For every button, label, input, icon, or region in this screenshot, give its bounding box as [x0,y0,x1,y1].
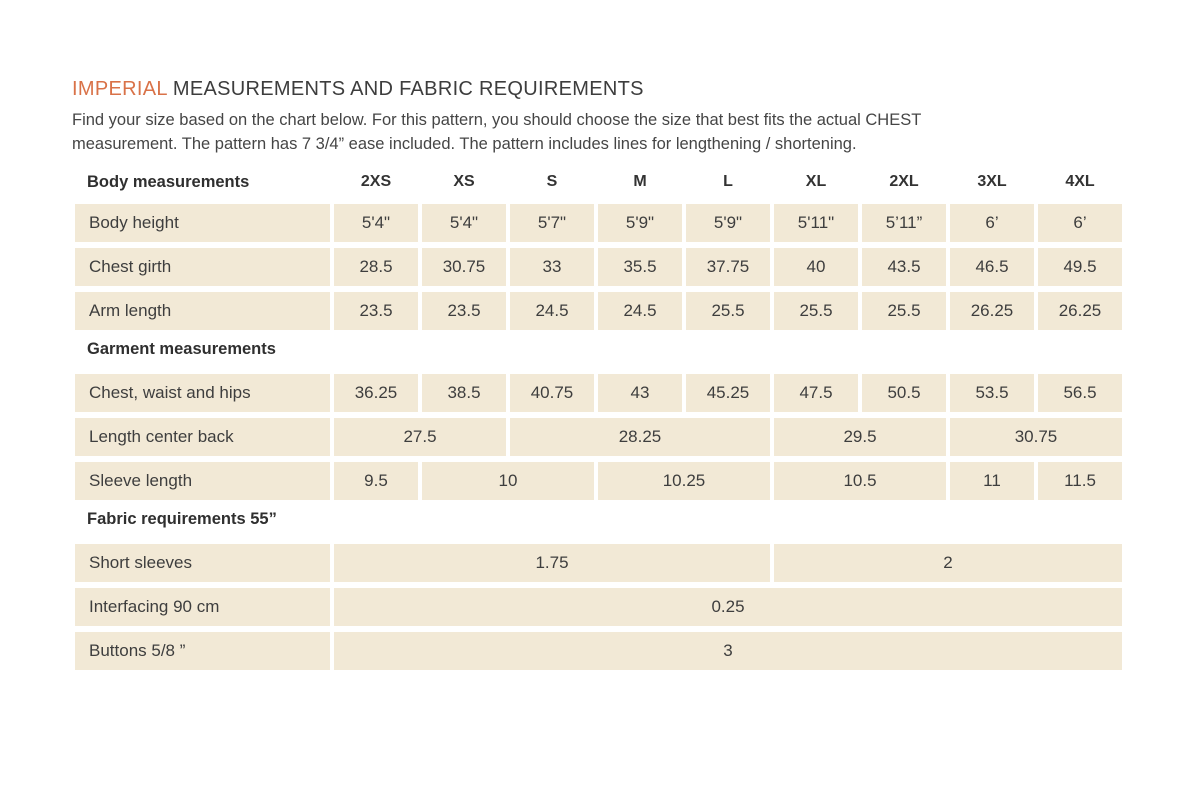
table-cell: 25.5 [774,292,858,330]
table-cell: 1.75 [334,544,770,582]
intro-line-2: measurement. The pattern has 7 3/4” ease included. The pattern includes lines for lengthening / shortening. [72,135,857,153]
table-cell: 0.25 [334,588,1122,626]
row-label: Buttons 5/8 ” [75,632,330,670]
table-row [75,632,1122,670]
table-cell: 53.5 [950,374,1034,412]
table-cell: 6’ [1038,204,1122,242]
table-cell: 10.5 [774,462,946,500]
table-cell: 25.5 [862,292,946,330]
section-heading: Garment measurements [87,340,276,358]
table-row [75,588,1122,626]
table-cell: 45.25 [686,374,770,412]
row-label: Interfacing 90 cm [75,588,330,626]
table-cell: 11 [950,462,1034,500]
column-header-2xl: 2XL [889,173,919,190]
table-cell: 2 [774,544,1122,582]
row-label: Arm length [75,292,330,330]
table-cell: 33 [510,248,594,286]
table-body [75,204,1122,670]
table-row [75,248,1122,286]
table-cell: 28.5 [334,248,418,286]
table-cell: 35.5 [598,248,682,286]
title-rest: MEASUREMENTS AND FABRIC REQUIREMENTS [172,78,644,100]
table-cell: 30.75 [950,418,1122,456]
page-title [72,78,1200,101]
table-cell: 28.25 [510,418,770,456]
table-cell: 56.5 [1038,374,1122,412]
table-cell: 5'4" [334,204,418,242]
table-cell: 37.75 [686,248,770,286]
table-cell: 25.5 [686,292,770,330]
column-header-xs: XS [453,173,475,190]
table-cell: 46.5 [950,248,1034,286]
table-row [75,292,1122,330]
row-label: Sleeve length [75,462,330,500]
table-cell: 40 [774,248,858,286]
table-cell: 26.25 [950,292,1034,330]
table-cell: 47.5 [774,374,858,412]
row-label: Chest girth [75,248,330,286]
table-cell: 3 [334,632,1122,670]
table-row [75,544,1122,582]
table-cell: 9.5 [334,462,418,500]
title-highlight: IMPERIAL [72,78,168,100]
column-header-s: S [546,173,558,190]
table-cell: 5'9" [686,204,770,242]
row-label: Length center back [75,418,330,456]
intro-paragraph [72,108,1200,156]
table-header-row [75,169,1122,195]
table-cell: 5'7" [510,204,594,242]
table-cell: 11.5 [1038,462,1122,500]
column-header-l: L [723,173,733,190]
table-cell: 5’11” [862,204,946,242]
table-cell: 26.25 [1038,292,1122,330]
table-cell: 43 [598,374,682,412]
table-cell: 30.75 [422,248,506,286]
table-cell: 23.5 [334,292,418,330]
table-row [75,462,1122,500]
table-cell: 5'11" [774,204,858,242]
row-label: Body height [75,204,330,242]
table-cell: 29.5 [774,418,946,456]
column-header-m: M [633,173,647,190]
table-cell: 43.5 [862,248,946,286]
column-header-xl: XL [805,173,827,190]
intro-line-1: Find your size based on the chart below. For this pattern, you should choose the size that best fits the actual CHEST [72,111,922,129]
table-cell: 10 [422,462,594,500]
table-header-label: Body measurements [87,172,250,191]
table-cell: 5'4" [422,204,506,242]
table-cell: 5'9" [598,204,682,242]
table-row [75,204,1122,242]
table-cell: 27.5 [334,418,506,456]
table-row [75,418,1122,456]
row-label: Short sleeves [75,544,330,582]
section-heading: Fabric requirements 55” [87,510,277,528]
row-label: Chest, waist and hips [75,374,330,412]
table-cell: 36.25 [334,374,418,412]
column-header-2xs: 2XS [360,173,392,190]
table-cell: 40.75 [510,374,594,412]
table-cell: 24.5 [510,292,594,330]
column-header-3xl: 3XL [977,173,1007,190]
table-cell: 50.5 [862,374,946,412]
table-cell: 24.5 [598,292,682,330]
table-cell: 23.5 [422,292,506,330]
table-cell: 49.5 [1038,248,1122,286]
size-chart-table [75,169,1122,670]
table-cell: 10.25 [598,462,770,500]
table-row [75,374,1122,412]
table-cell: 38.5 [422,374,506,412]
table-cell: 6’ [950,204,1034,242]
column-header-4xl: 4XL [1065,173,1095,190]
